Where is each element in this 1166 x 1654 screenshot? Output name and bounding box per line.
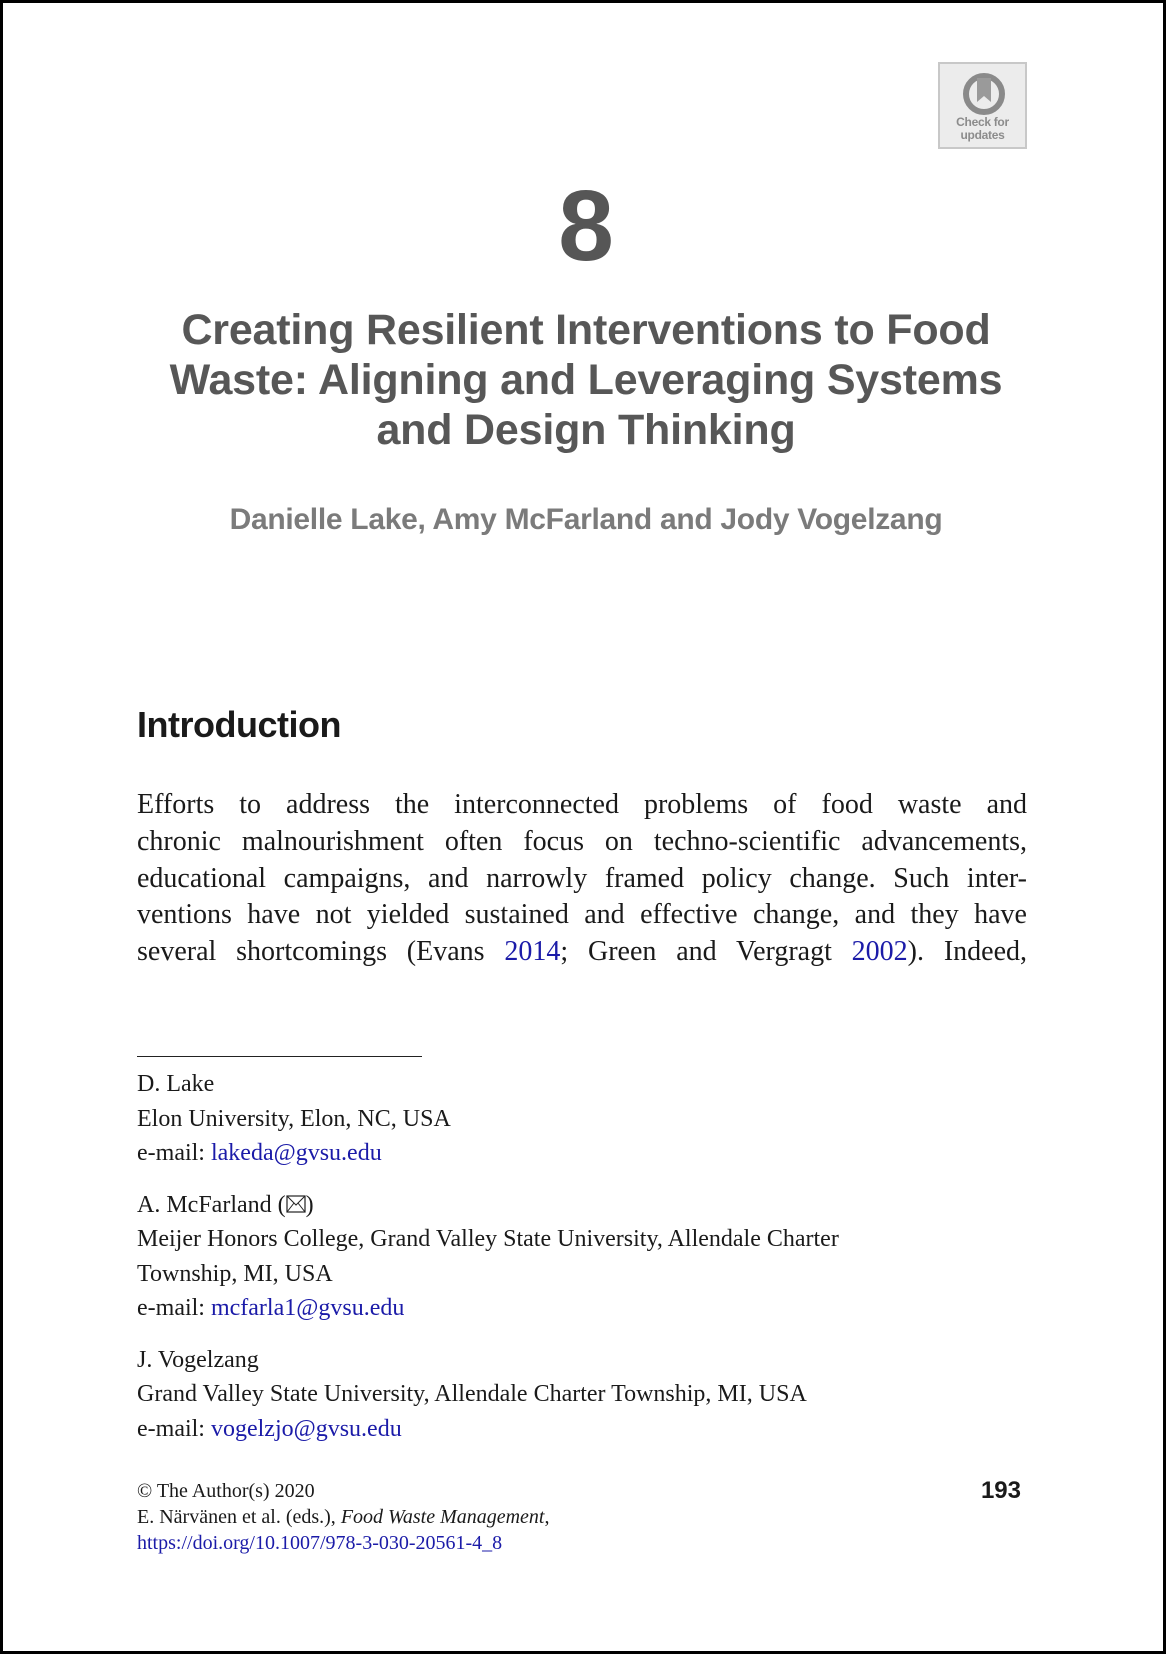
- badge-label: [940, 116, 1025, 142]
- affiliation-vogelzang: [137, 1343, 1037, 1447]
- affiliation-lake: [137, 1067, 1037, 1171]
- copyright-line: © The Author(s) 2020: [137, 1480, 315, 1502]
- publication-footer: [137, 1478, 1027, 1556]
- affiliation-address: Township, MI, USA: [137, 1260, 333, 1287]
- chapter-title-line: and Design Thinking: [376, 406, 796, 454]
- book-suffix: ,: [544, 1506, 550, 1528]
- citation-link-green-2002[interactable]: 2002: [851, 936, 908, 968]
- affiliation-email-row: [137, 1291, 1037, 1326]
- text-span: ; Green and Vergragt: [560, 936, 852, 968]
- section-heading: Introduction: [137, 704, 341, 745]
- paragraph-line: educational campaigns, and narrowly framed policy change. Such inter-: [137, 862, 1027, 894]
- doi-line: [137, 1530, 1027, 1556]
- book-title: Food Waste Management: [340, 1506, 545, 1528]
- doi-link[interactable]: https://doi.org/10.1007/978-3-030-20561-4_8: [137, 1532, 503, 1554]
- bookmark-circle-icon: [962, 72, 1006, 116]
- affiliation-address: Meijer Honors College, Grand Valley State University, Allendale Charter: [137, 1226, 839, 1252]
- check-for-updates-badge[interactable]: [938, 62, 1027, 149]
- badge-label-line2: updates: [960, 128, 1005, 142]
- page-number: 193: [980, 1477, 1021, 1504]
- citation-link-evans-2014[interactable]: 2014: [504, 936, 561, 968]
- affiliation-name: D. Lake: [137, 1071, 215, 1097]
- email-label: e-mail:: [137, 1415, 211, 1442]
- email-label: e-mail:: [137, 1295, 211, 1321]
- affiliation-mcfarland: [137, 1188, 1037, 1326]
- paragraph-line: chronic malnourishment often focus on techno-scientific advancements,: [137, 825, 1027, 857]
- email-link[interactable]: vogelzjo@gvsu.edu: [210, 1415, 402, 1442]
- chapter-title-line: Creating Resilient Interventions to Food: [181, 306, 991, 354]
- email-link[interactable]: mcfarla1@gvsu.edu: [210, 1295, 405, 1321]
- affiliation-name: J. Vogelzang: [137, 1346, 259, 1373]
- email-link[interactable]: lakeda@gvsu.edu: [210, 1140, 382, 1166]
- text-span: ). Indeed,: [907, 936, 1027, 968]
- editors: E. Närvänen et al. (eds.),: [137, 1506, 341, 1528]
- chapter-title: [123, 305, 1049, 455]
- affiliation-address: Elon University, Elon, NC, USA: [137, 1105, 451, 1132]
- affiliation-email-row: [137, 1136, 1037, 1171]
- badge-label-line1: Check for: [956, 115, 1009, 129]
- affiliation-address: Grand Valley State University, Allendale Charter Township, MI, USA: [137, 1381, 807, 1407]
- body-paragraph: [137, 787, 1027, 971]
- paragraph-line: ventions have not yielded sustained and effective change, and they have: [137, 899, 1027, 931]
- affiliation-email-row: [137, 1412, 1037, 1447]
- chapter-title-line: Waste: Aligning and Leveraging Systems: [169, 356, 1003, 404]
- citation-line: [137, 1504, 1027, 1530]
- chapter-authors: Danielle Lake, Amy McFarland and Jody Vogelzang: [229, 503, 943, 536]
- paragraph-line: Efforts to address the interconnected problems of food waste and: [137, 789, 1027, 820]
- chapter-number: 8: [558, 170, 614, 282]
- footnote-divider: [137, 1056, 422, 1057]
- envelope-icon: [286, 1194, 306, 1214]
- paragraph-line: [137, 934, 1027, 971]
- author-affiliations: [137, 1067, 1037, 1463]
- email-label: e-mail:: [137, 1140, 211, 1166]
- text-span: several shortcomings (Evans: [137, 936, 505, 968]
- affiliation-name: A. McFarland: [137, 1191, 272, 1218]
- affiliation-name-row: A. McFarland ( ): [137, 1191, 314, 1218]
